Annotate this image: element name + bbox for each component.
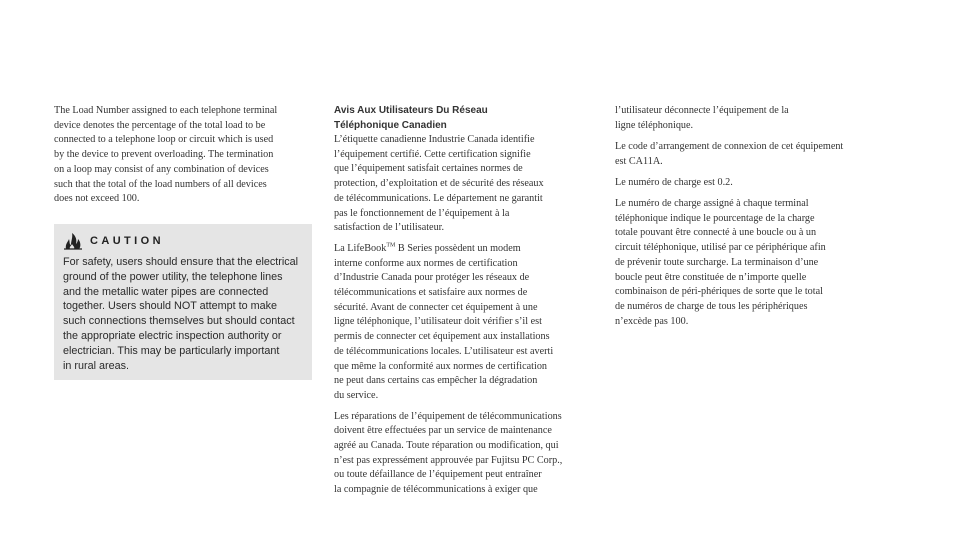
caution-header — [63, 232, 303, 250]
paragraph-connection-code: Le code d’arrangement de connexion de cet équipement est CA11A. — [615, 140, 844, 167]
lifebook-rest: B Series possèdent un modem interne conforme aux normes de certification d’Industrie Canada pour protéger les réseaux de télécommunications et satisfaire aux normes de sécurité. Avant de connecter cet équipement à une ligne téléphonique, l’utilisateur doit vérifier s’il est permis de connecter cet équipement aux installations de télécommunications locales. L’utilisateur est averti que même la conformité aux normes de certification ne peut dans certains cas empêcher la dégradation du service. — [334, 242, 554, 401]
load-number-paragraph: The Load Number assigned to each telephone terminal device denotes the percentage of the total load to be connected to a telephone loop or circuit which is used by the device to prevent overloading. The termination on a loop may consist of any combination of devices such that the total of the load numbers of all devices does not exceed 100. — [54, 105, 278, 205]
column-3 — [615, 104, 877, 336]
column-2 — [334, 104, 592, 504]
paragraph-repairs: Les réparations de l’équipement de télécommunications doivent être effectuées par un service de maintenance agréé au Canada. Toute réparation ou modification, qui n’est pas expressément approuvée par Fujitsu PC Corp., ou toute défaillance de l’équipement peut entraîner la compagnie de télécommunications à exiger que — [334, 410, 563, 496]
column-1 — [54, 104, 312, 207]
caution-title: CAUTION — [90, 235, 164, 247]
caution-box — [54, 224, 312, 380]
paragraph-lifebook — [334, 242, 592, 404]
paragraph-load-number-detail: Le numéro de charge assigné à chaque terminal téléphonique indique le pourcentage de la charge totale pouvant être connecté à une boucle ou à un circuit téléphonique, utilisé par ce périphérique afin de prévenir toute surcharge. La terminaison d’une boucle peut être constituée de n’importe quelle combinaison de péri-phériques de sorte que le total de numéros de charge de tous les périphériques n’excède pas 100. — [615, 198, 826, 327]
paragraph-load-number: Le numéro de charge est 0.2. — [615, 176, 733, 188]
flame-icon — [63, 231, 83, 251]
caution-text: For safety, users should ensure that the electrical ground of the power utility, the telephone lines and the metallic water pipes are connected together. Users should NOT attempt to make such connections themselves but should contact the appropriate electric inspection authority or electrician. This may be particularly important in rural areas. — [63, 256, 299, 372]
trademark-mark: TM — [386, 242, 396, 249]
lifebook-prefix: La LifeBook — [334, 242, 387, 254]
paragraph-disconnect: l’utilisateur déconnecte l’équipement de la ligne téléphonique. — [615, 105, 789, 131]
paragraph-certification: L’étiquette canadienne Industrie Canada identifie l’équipement certifié. Cette certification signifie que l’équipement satisfait certaines normes de protection, d’exploitation et de sécurité des réseaux de télécommunications. Le département ne garantit pas le fonctionnement de l’équipement à la satisfaction de l’utilisateur. — [334, 134, 544, 234]
section-heading: Avis Aux Utilisateurs Du Réseau Téléphonique Canadien — [334, 105, 488, 131]
